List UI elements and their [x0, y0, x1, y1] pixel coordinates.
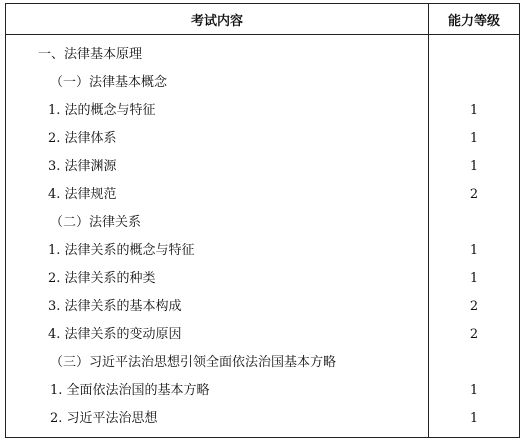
list-item: 4. 法律规范	[48, 187, 117, 202]
table-body-row	[6, 35, 520, 438]
list-item: 1. 全面依法治国的基本方略	[50, 383, 210, 398]
list-item: 2. 习近平法治思想	[50, 411, 158, 426]
list-item: 3. 法律渊源	[48, 159, 117, 174]
level-value: 1	[469, 411, 479, 426]
level-value	[429, 41, 519, 69]
subsection-title: （一）法律基本概念	[50, 75, 168, 90]
list-item: 1. 法律关系的概念与特征	[48, 243, 195, 258]
exam-content-table	[5, 3, 520, 438]
header-exam-content: 考试内容	[6, 4, 429, 35]
list-item: 3. 法律关系的基本构成	[48, 299, 182, 314]
header-ability-level: 能力等级	[429, 4, 520, 35]
level-value: 1	[469, 243, 479, 258]
list-item: 2. 法律体系	[48, 131, 117, 146]
list-item: 1. 法的概念与特征	[48, 103, 156, 118]
level-value: 2	[469, 187, 479, 202]
table-header-row	[6, 4, 520, 35]
level-value	[429, 349, 519, 377]
list-item: 2. 法律关系的种类	[48, 271, 156, 286]
level-value: 1	[469, 271, 479, 286]
level-value	[429, 69, 519, 97]
level-value: 2	[469, 327, 479, 342]
subsection-title: （三）习近平法治思想引领全面依法治国基本方略	[50, 355, 337, 370]
content-column	[6, 35, 429, 438]
level-value: 1	[469, 103, 479, 118]
level-value: 2	[469, 299, 479, 314]
level-value: 1	[469, 159, 479, 174]
section-title: 一、法律基本原理	[38, 47, 143, 62]
list-item: 4. 法律关系的变动原因	[48, 327, 182, 342]
level-column	[429, 35, 520, 438]
level-value	[429, 209, 519, 237]
level-value: 1	[469, 131, 479, 146]
subsection-title: （二）法律关系	[50, 215, 142, 230]
level-value: 1	[469, 383, 479, 398]
